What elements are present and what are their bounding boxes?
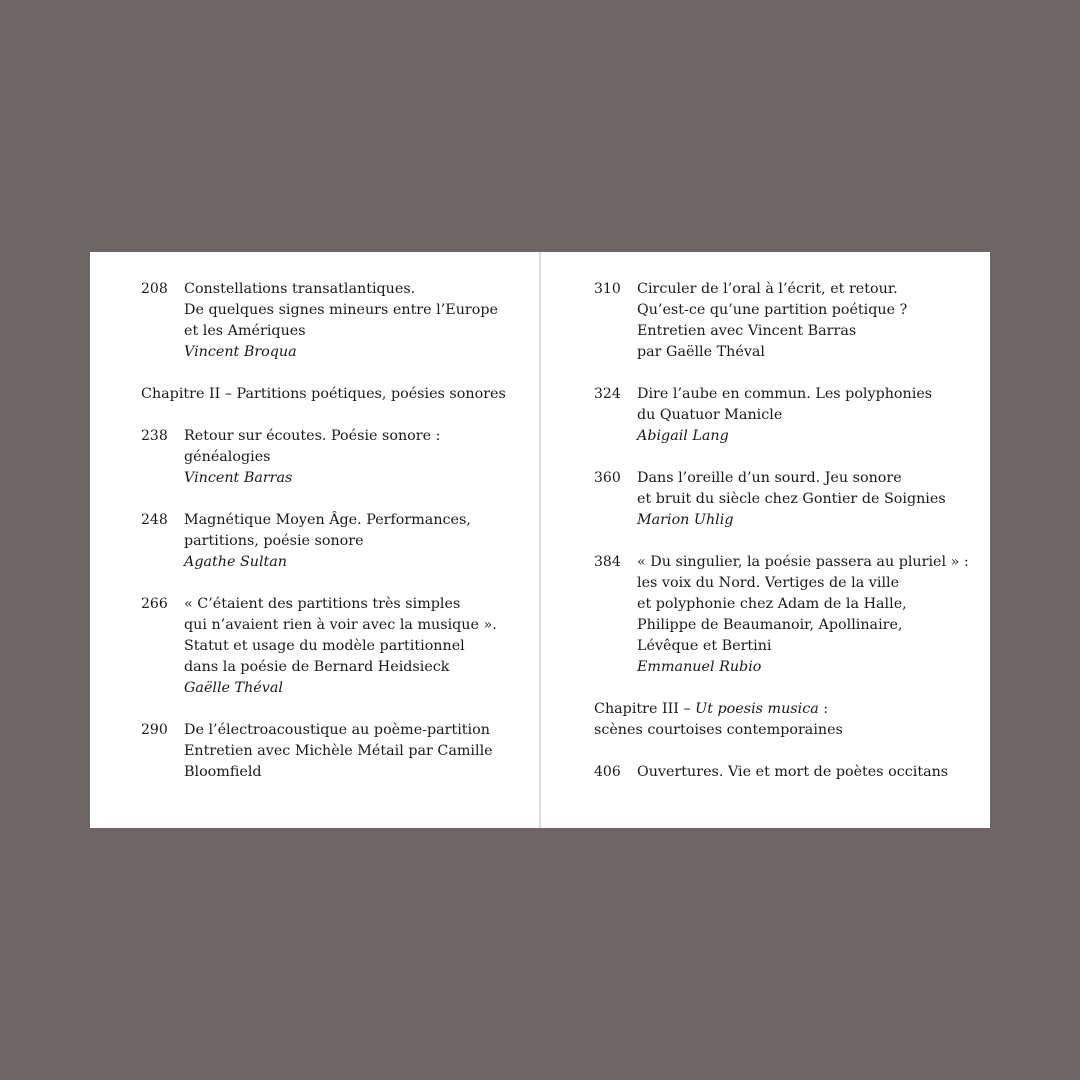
toc-entry-group xyxy=(594,279,969,678)
entry-text xyxy=(184,594,501,699)
page-number: 208 xyxy=(141,281,168,297)
chapter-title: Chapitre II – Partitions poétiques, poésies sonores xyxy=(141,386,506,402)
entry-title-line: et polyphonie chez Adam de la Halle, xyxy=(637,596,907,612)
page-number: 238 xyxy=(141,428,168,444)
page-number: 310 xyxy=(594,281,621,297)
entry-title-line: Lévêque et Bertini xyxy=(637,638,772,654)
entry-title-line: et les Amériques xyxy=(184,323,306,339)
toc-entry-group xyxy=(594,762,964,783)
entry-text xyxy=(637,468,964,531)
page-number: 266 xyxy=(141,596,168,612)
entry-text xyxy=(184,720,501,783)
entry-text xyxy=(637,552,969,678)
entry-title-line: Qu’est-ce qu’une partition poétique ? xyxy=(637,302,908,318)
toc-entry-group xyxy=(141,279,501,363)
toc-entry xyxy=(594,468,964,531)
toc-entry xyxy=(594,279,964,363)
page-number: 290 xyxy=(141,722,168,738)
entry-author: Emmanuel Rubio xyxy=(637,659,762,675)
chapter-heading xyxy=(141,384,506,405)
entry-author: Agathe Sultan xyxy=(184,554,288,570)
toc-entry xyxy=(141,279,501,363)
entry-title-line: De quelques signes mineurs entre l’Europe xyxy=(184,302,498,318)
entry-title-line: Ouvertures. Vie et mort de poètes occitans xyxy=(637,764,949,780)
page-number: 248 xyxy=(141,512,168,528)
entry-title-line: Magnétique Moyen Âge. Performances, xyxy=(184,512,471,528)
toc-entry-group xyxy=(141,426,501,783)
entry-title-line: Statut et usage du modèle partitionnel xyxy=(184,638,465,654)
chapter-heading xyxy=(594,699,964,741)
page-number: 360 xyxy=(594,470,621,486)
toc-entry xyxy=(594,552,969,678)
entry-title-line: De l’électroacoustique au poème-partition xyxy=(184,722,490,738)
entry-title-line: par Gaëlle Théval xyxy=(637,344,765,360)
entry-author: Vincent Barras xyxy=(184,470,293,486)
right-page xyxy=(594,279,969,804)
page-number: 324 xyxy=(594,386,621,402)
entry-title-line: Retour sur écoutes. Poésie sonore : xyxy=(184,428,441,444)
toc-entry xyxy=(594,762,964,783)
entry-title-line: Entretien avec Vincent Barras xyxy=(637,323,857,339)
entry-title-line: et bruit du siècle chez Gontier de Soignies xyxy=(637,491,946,507)
entry-title-line: qui n’avaient rien à voir avec la musique ». xyxy=(184,617,497,633)
toc-entry xyxy=(141,720,501,783)
entry-title-line: Bloomfield xyxy=(184,764,262,780)
toc-entry xyxy=(141,426,501,489)
entry-author: Marion Uhlig xyxy=(637,512,734,528)
chapter-subtitle: scènes courtoises contemporaines xyxy=(594,722,843,738)
page-number: 384 xyxy=(594,554,621,570)
entry-title-line: partitions, poésie sonore xyxy=(184,533,364,549)
entry-title-line: Dans l’oreille d’un sourd. Jeu sonore xyxy=(637,470,902,486)
entry-title-line: « Du singulier, la poésie passera au pluriel » : xyxy=(637,554,969,570)
entry-title-line: généalogies xyxy=(184,449,271,465)
toc-entry xyxy=(141,594,501,699)
entry-author: Vincent Broqua xyxy=(184,344,297,360)
entry-text xyxy=(637,762,964,783)
book-gutter xyxy=(539,252,541,828)
chapter-title-suffix: : xyxy=(818,701,829,717)
toc-entry xyxy=(141,510,501,573)
entry-text xyxy=(184,426,501,489)
book-spread xyxy=(90,252,990,828)
entry-title-line: dans la poésie de Bernard Heidsieck xyxy=(184,659,450,675)
entry-title-line: les voix du Nord. Vertiges de la ville xyxy=(637,575,900,591)
left-page xyxy=(141,279,506,804)
entry-title-line: Constellations transatlantiques. xyxy=(184,281,416,297)
entry-text xyxy=(184,510,501,573)
entry-title-line: Dire l’aube en commun. Les polyphonies xyxy=(637,386,933,402)
entry-author: Gaëlle Théval xyxy=(184,680,283,696)
page-number: 406 xyxy=(594,764,621,780)
entry-text xyxy=(637,279,964,363)
chapter-title-prefix: Chapitre III – xyxy=(594,701,696,717)
entry-title-line: du Quatuor Manicle xyxy=(637,407,783,423)
entry-text xyxy=(637,384,964,447)
entry-title-line: Entretien avec Michèle Métail par Camille xyxy=(184,743,493,759)
entry-author: Abigail Lang xyxy=(637,428,729,444)
entry-title-line: « C’étaient des partitions très simples xyxy=(184,596,461,612)
chapter-title-italic: Ut poesis musica xyxy=(695,701,819,717)
toc-entry xyxy=(594,384,964,447)
entry-title-line: Philippe de Beaumanoir, Apollinaire, xyxy=(637,617,903,633)
entry-title-line: Circuler de l’oral à l’écrit, et retour. xyxy=(637,281,898,297)
chapter-title xyxy=(594,699,964,720)
entry-text xyxy=(184,279,501,363)
